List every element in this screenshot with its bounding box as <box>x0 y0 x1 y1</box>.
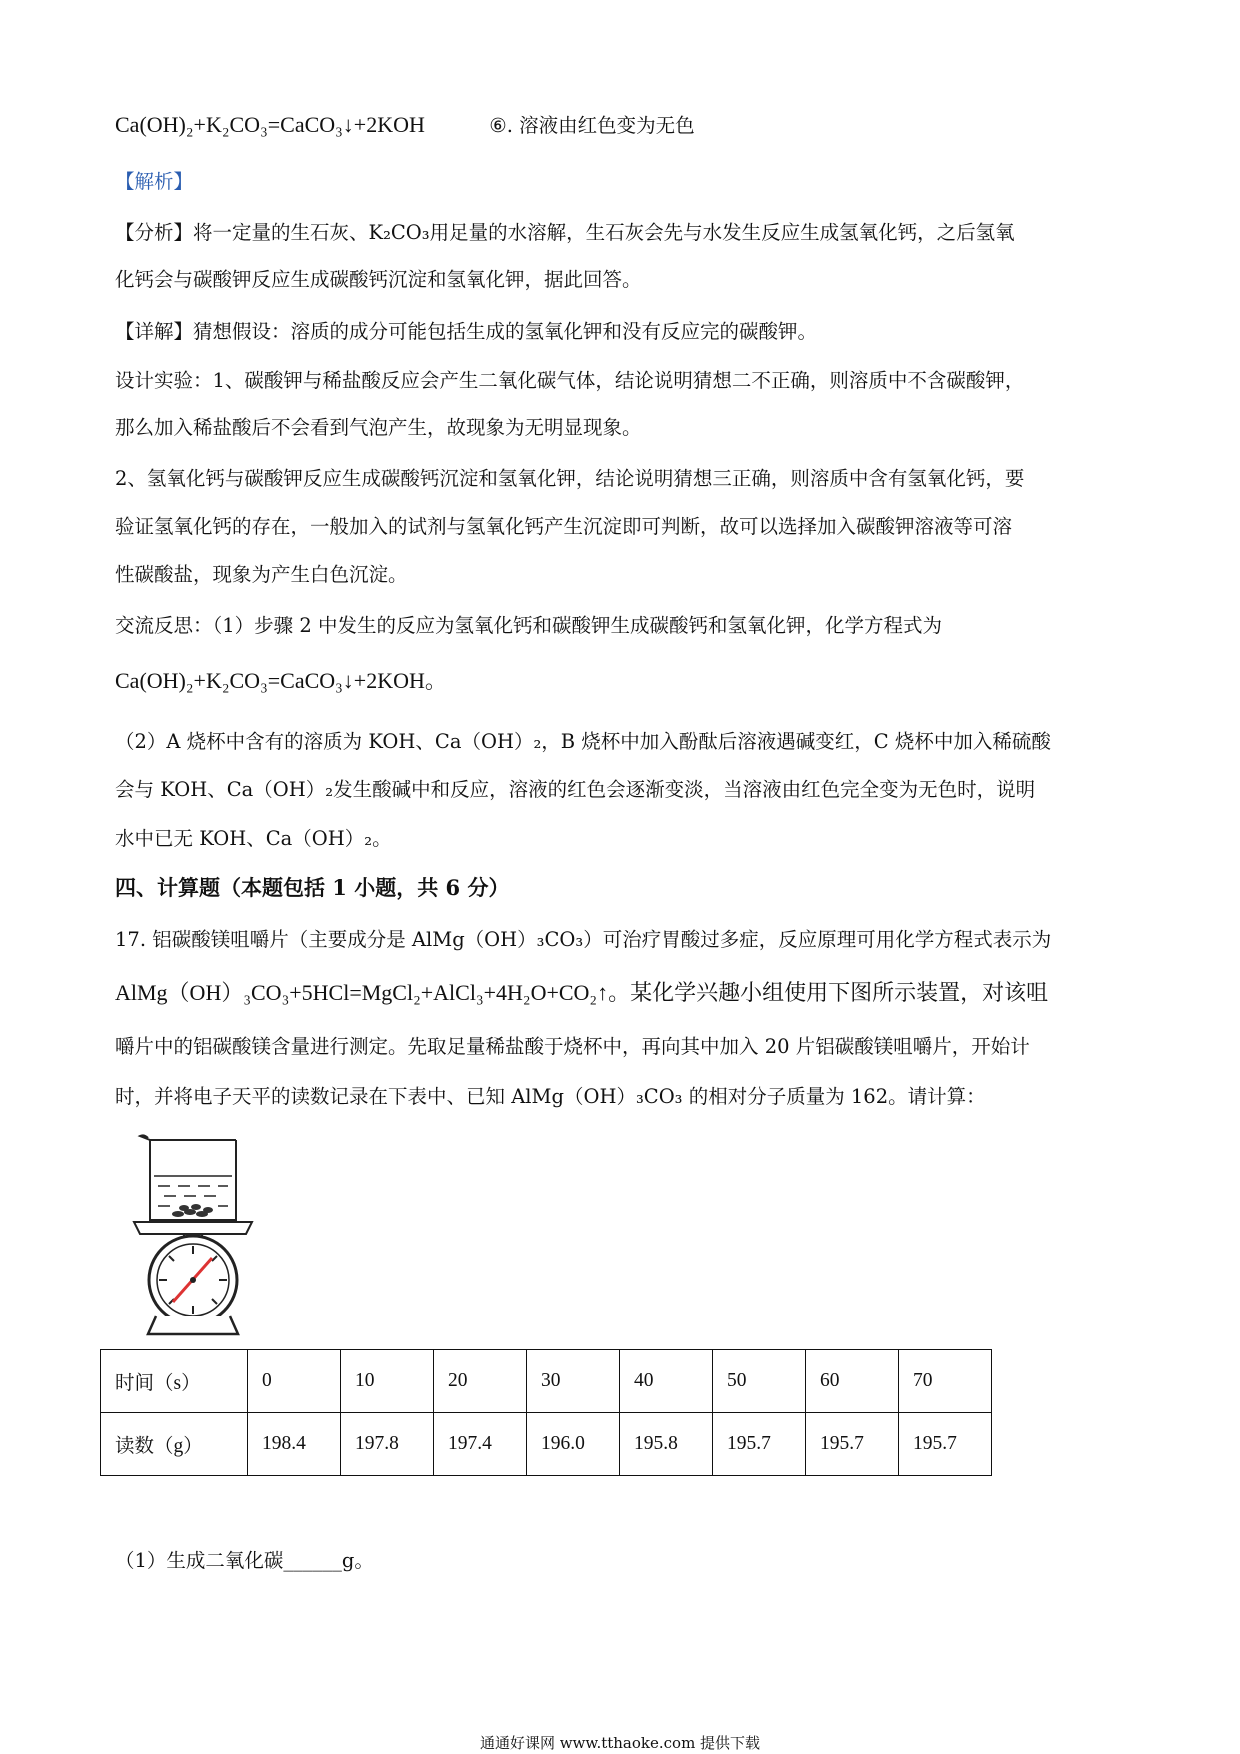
q17-line-1: 17. 铝碳酸镁咀嚼片（主要成分是 AlMg（OH）₃CO₃）可治疗胃酸过多症，反应原理可用化学方程式表示为 <box>115 928 1052 951</box>
q17-equation-line: AlMg（OH）₃CO₃+5HCl=MgCl₂+AlCl₃+4H₂O+CO₂↑。某化学兴趣小组使用下图所示装置，对该咀 <box>115 980 1049 1005</box>
page-footer: 通通好课网 www.tthaoke.com 提供下载 <box>479 1734 761 1752</box>
analysis-fenxi-line-2: 化钙会与碳酸钾反应生成碳酸钙沉淀和氢氧化钾，据此回答。 <box>115 268 642 291</box>
readings-table <box>100 1349 992 1476</box>
table-cell: 20 <box>434 1350 527 1413</box>
table-cell: 40 <box>620 1350 713 1413</box>
table-cell: 70 <box>899 1350 992 1413</box>
table-cell: 195.8 <box>620 1413 713 1476</box>
table-cell: 196.0 <box>527 1413 620 1476</box>
table-row-reading <box>101 1413 992 1476</box>
table-cell: 50 <box>713 1350 806 1413</box>
reflect-line-1: 交流反思：（1）步骤 2 中发生的反应为氢氧化钙和碳酸钾生成碳酸钙和氢氧化钾，化学方程式为 <box>115 614 942 637</box>
design-line-2: 那么加入稀盐酸后不会看到气泡产生，故现象为无明显现象。 <box>115 416 642 439</box>
step2-line-1: 2、氢氧化钙与碳酸钾反应生成碳酸钙沉淀和氢氧化钾，结论说明猜想三正确，则溶质中含有氢氧化钙，要 <box>115 467 1025 490</box>
answer-equation: Ca(OH)₂+K₂CO₃=CaCO₃↓+2KOH <box>115 112 425 137</box>
reflect-2-line-3: 水中已无 KOH、Ca（OH）₂。 <box>115 827 392 850</box>
analysis-fenxi-line-1: 【分析】将一定量的生石灰、K₂CO₃用足量的水溶解，生石灰会先与水发生反应生成氢氧化钙，之后氢氧 <box>115 221 1015 244</box>
table-cell: 195.7 <box>806 1413 899 1476</box>
row-label-time: 时间（s） <box>101 1350 248 1413</box>
reflect-2-line-1: （2）A 烧杯中含有的溶质为 KOH、Ca（OH）₂，B 烧杯中加入酚酞后溶液遇碱变红，C 烧杯中加入稀硫酸 <box>115 730 1051 753</box>
table-cell: 0 <box>248 1350 341 1413</box>
q17-line-3: 嚼片中的铝碳酸镁含量进行测定。先取足量稀盐酸于烧杯中，再向其中加入 20 片铝碳酸镁咀嚼片，开始计 <box>115 1035 1030 1058</box>
section4-heading: 四、计算题（本题包括 1 小题，共 6 分） <box>115 875 510 900</box>
table-row-time <box>101 1350 992 1413</box>
table-cell: 195.7 <box>713 1413 806 1476</box>
table-cell: 195.7 <box>899 1413 992 1476</box>
q17-line-4: 时，并将电子天平的读数记录在下表中、已知 AlMg（OH）₃CO₃ 的相对分子质量为 162。请计算： <box>115 1085 986 1108</box>
table-cell: 60 <box>806 1350 899 1413</box>
answer-circled-6: ⑥. 溶液由红色变为无色 <box>489 114 695 137</box>
table-cell: 198.4 <box>248 1413 341 1476</box>
row-label-reading: 读数（g） <box>101 1413 248 1476</box>
table-cell: 30 <box>527 1350 620 1413</box>
design-line-1: 设计实验：1、碳酸钾与稀盐酸反应会产生二氧化碳气体，结论说明猜想二不正确，则溶质中不含碳酸钾， <box>115 369 1025 392</box>
q17-subquestion-1: （1）生成二氧化碳______g。 <box>115 1549 374 1572</box>
table-cell: 10 <box>341 1350 434 1413</box>
analysis-xiangjie: 【详解】猜想假设：溶质的成分可能包括生成的氢氧化钾和没有反应完的碳酸钾。 <box>115 320 818 343</box>
scale-platform <box>134 1222 252 1234</box>
table-cell: 197.8 <box>341 1413 434 1476</box>
table-cell: 197.4 <box>434 1413 527 1476</box>
reflect-equation: Ca(OH)₂+K₂CO₃=CaCO₃↓+2KOH。 <box>115 668 447 693</box>
scale-base <box>148 1316 238 1334</box>
reflect-2-line-2: 会与 KOH、Ca（OH）₂发生酸碱中和反应，溶液的红色会逐渐变淡，当溶液由红色完全变为无色时，说明 <box>115 778 1036 801</box>
answer-line <box>115 111 695 140</box>
analysis-heading: 【解析】 <box>115 170 194 193</box>
beaker-on-scale-figure <box>128 1130 258 1340</box>
liquid-dashes <box>158 1186 228 1206</box>
step2-line-3: 性碳酸盐，现象为产生白色沉淀。 <box>115 563 408 586</box>
step2-line-2: 验证氢氧化钙的存在，一般加入的试剂与氢氧化钙产生沉淀即可判断，故可以选择加入碳酸钾溶液等可溶 <box>115 515 1013 538</box>
tablets-pile <box>172 1204 213 1217</box>
